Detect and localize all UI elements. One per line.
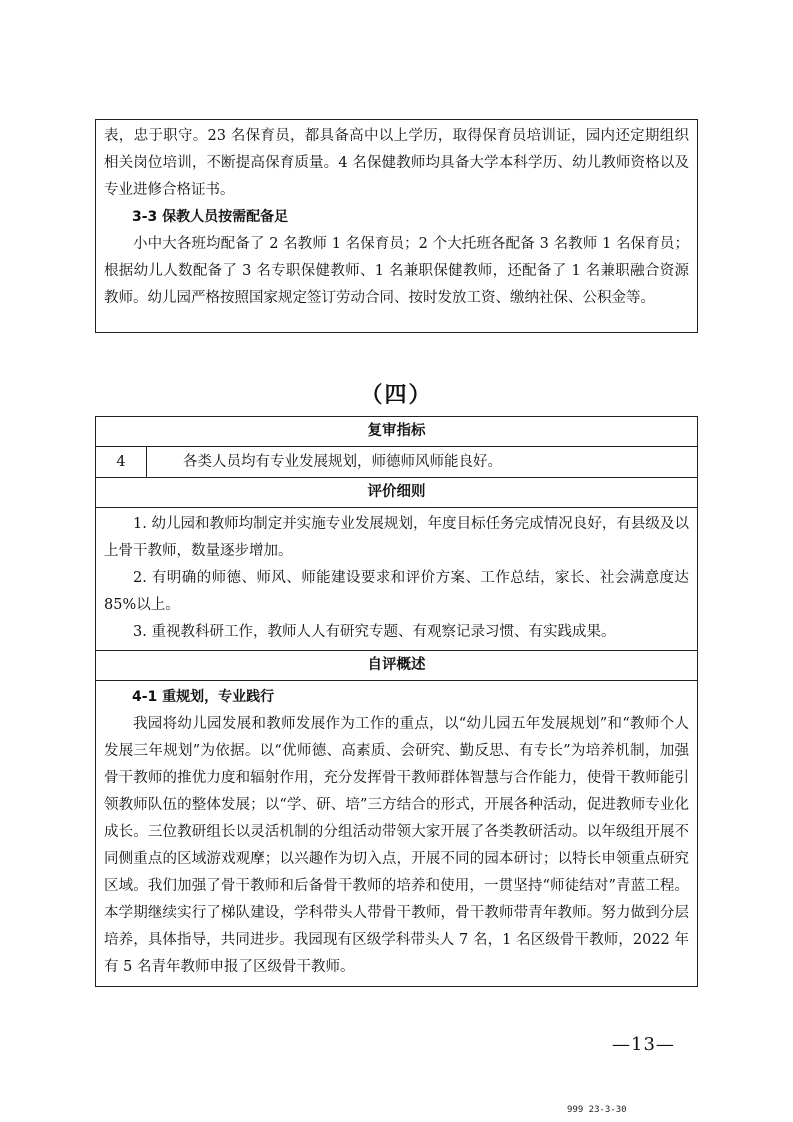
- paragraph-staffing: 小中大各班均配备了 2 名教师 1 名保育员；2 个大托班各配备 3 名教师 1 名保育员；根据幼儿人数配备了 3 名专职保健教师、1 名兼职保健教师，还配备了 1 名兼职融合资源教师。幼儿园严格按照国家规定签订劳动合同、按时发放工资、缴纳社保、公积金等。: [104, 236, 689, 306]
- index-text: 各类人员均有专业发展规划，师德师风师能良好。: [183, 454, 502, 470]
- self-evaluation: [96, 681, 697, 985]
- evaluation-details: [96, 508, 697, 651]
- detail-item: 1. 幼儿园和教师均制定并实施专业发展规划，年度目标任务完成情况良好，有县级及以上骨干教师，数量逐步增加。: [104, 516, 689, 559]
- detail-item: 3. 重视教科研工作，教师人人有研究专题、有观察记录习惯、有实践成果。: [133, 624, 616, 640]
- review-indicator-header: 复审指标: [96, 417, 697, 447]
- self-evaluation-header: 自评概述: [96, 651, 697, 681]
- footer-stamp: 999 23-3-30: [567, 1105, 627, 1115]
- evaluation-details-header: 评价细则: [96, 478, 697, 508]
- subheading-4-1: 4-1 重规划，专业践行: [132, 689, 275, 705]
- section-title: （四）: [360, 383, 433, 408]
- index-row: [96, 447, 697, 478]
- paragraph-staff-qualifications: 表，忠于职守。23 名保育员，都具备高中以上学历，取得保育员培训证，园内还定期组织相关岗位培训，不断提高保育质量。4 名保健教师均具备大学本科学历、幼儿教师资格以及专业进修合格证书。: [104, 128, 689, 198]
- index-number: 4: [96, 447, 147, 477]
- continued-text-box: [95, 119, 698, 333]
- detail-item: 2. 有明确的师德、师风、师能建设要求和评价方案、工作总结，家长、社会满意度达 85%以上。: [104, 570, 689, 613]
- subheading-3-3: 3-3 保教人员按需配备足: [132, 209, 289, 225]
- page-number: —13—: [612, 1034, 675, 1055]
- self-evaluation-text: 我园将幼儿园发展和教师发展作为工作的重点，以“幼儿园五年发展规划”和“教师个人发展三年规划”为依据。以“优师德、高素质、会研究、勤反思、有专长”为培养机制，加强骨干教师的推优力度和辐射作用，充分发挥骨干教师群体智慧与合作能力，使骨干教师能引领教师队伍的整体发展；以“学、研、培”三方结合的形式，开展各种活动，促进教师专业化成长。三位教研组长以灵活机制的分组活动带领大家开展了各类教研活动。以年级组开展不同侧重点的区域游戏观摩；以兴趣作为切入点，开展不同的园本研讨；以特长申领重点研究区域。我们加强了骨干教师和后备骨干教师的培养和使用，一贯坚持“师徒结对”青蓝工程。本学期继续实行了梯队建设，学科带头人带骨干教师，骨干教师带青年教师。努力做到分层培养，具体指导，共同进步。我园现有区级学科带头人 7 名，1 名区级骨干教师，2022 年有 5 名青年教师申报了区级骨干教师。: [104, 716, 689, 975]
- evaluation-table: [95, 416, 698, 987]
